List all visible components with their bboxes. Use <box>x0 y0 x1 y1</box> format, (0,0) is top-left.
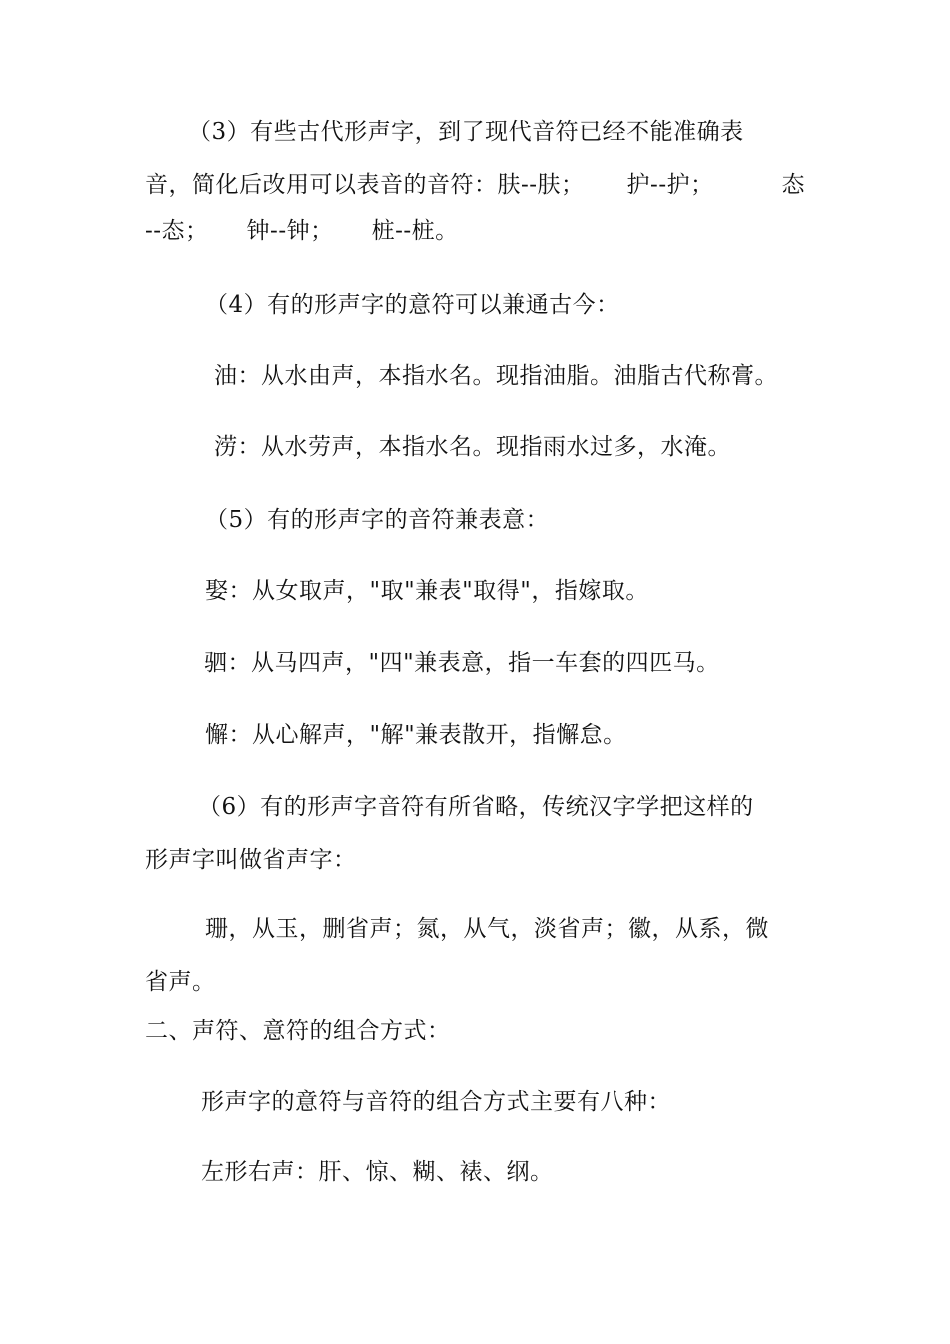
para-5-heading: （5）有的形声字的音符兼表意： <box>205 507 550 533</box>
para-5-example-3: 懈：从心解声，"解"兼表散开，指懈怠。 <box>205 722 627 748</box>
para-3-line-2-c: 态 <box>781 172 805 198</box>
para-3-line-3 <box>145 216 459 246</box>
para-3-line-2-b: 护--护； <box>626 172 714 198</box>
para-3-line-3-a: --态； <box>145 218 209 244</box>
para-3-line-2-a: 音，简化后改用可以表音的音符：肤--肤； <box>145 172 585 198</box>
para-3-line-3-c: 桩--桩。 <box>371 218 459 244</box>
para-3-line-1: （3）有些古代形声字，到了现代音符已经不能准确表 <box>188 119 744 145</box>
para-3-line-2 <box>145 170 805 200</box>
para-6-example-line-1: 珊，从玉，删省声；氮，从气，淡省声；徽，从系，微 <box>205 916 769 942</box>
section-2-title: 二、声符、意符的组合方式： <box>145 1018 451 1044</box>
para-5-example-2: 驷：从马四声，"四"兼表意，指一车套的四匹马。 <box>204 650 720 676</box>
para-6-line-1: （6）有的形声字音符有所省略，传统汉字学把这样的 <box>198 794 754 820</box>
para-6-example-line-2: 省声。 <box>145 969 216 995</box>
para-5-example-1: 娶：从女取声，"取"兼表"取得"，指嫁取。 <box>205 578 649 604</box>
para-6-line-2: 形声字叫做省声字： <box>145 847 357 873</box>
para-3-line-3-b: 钟--钟； <box>246 218 334 244</box>
section-2-example-1: 左形右声：肝、惊、糊、裱、纲。 <box>201 1159 554 1185</box>
para-4-example-1: 油：从水由声，本指水名。现指油脂。油脂古代称膏。 <box>214 363 778 389</box>
para-4-heading: （4）有的形声字的意符可以兼通古今： <box>205 292 620 318</box>
section-2-intro: 形声字的意符与音符的组合方式主要有八种： <box>201 1089 671 1115</box>
para-4-example-2: 涝：从水劳声，本指水名。现指雨水过多，水淹。 <box>214 434 731 460</box>
